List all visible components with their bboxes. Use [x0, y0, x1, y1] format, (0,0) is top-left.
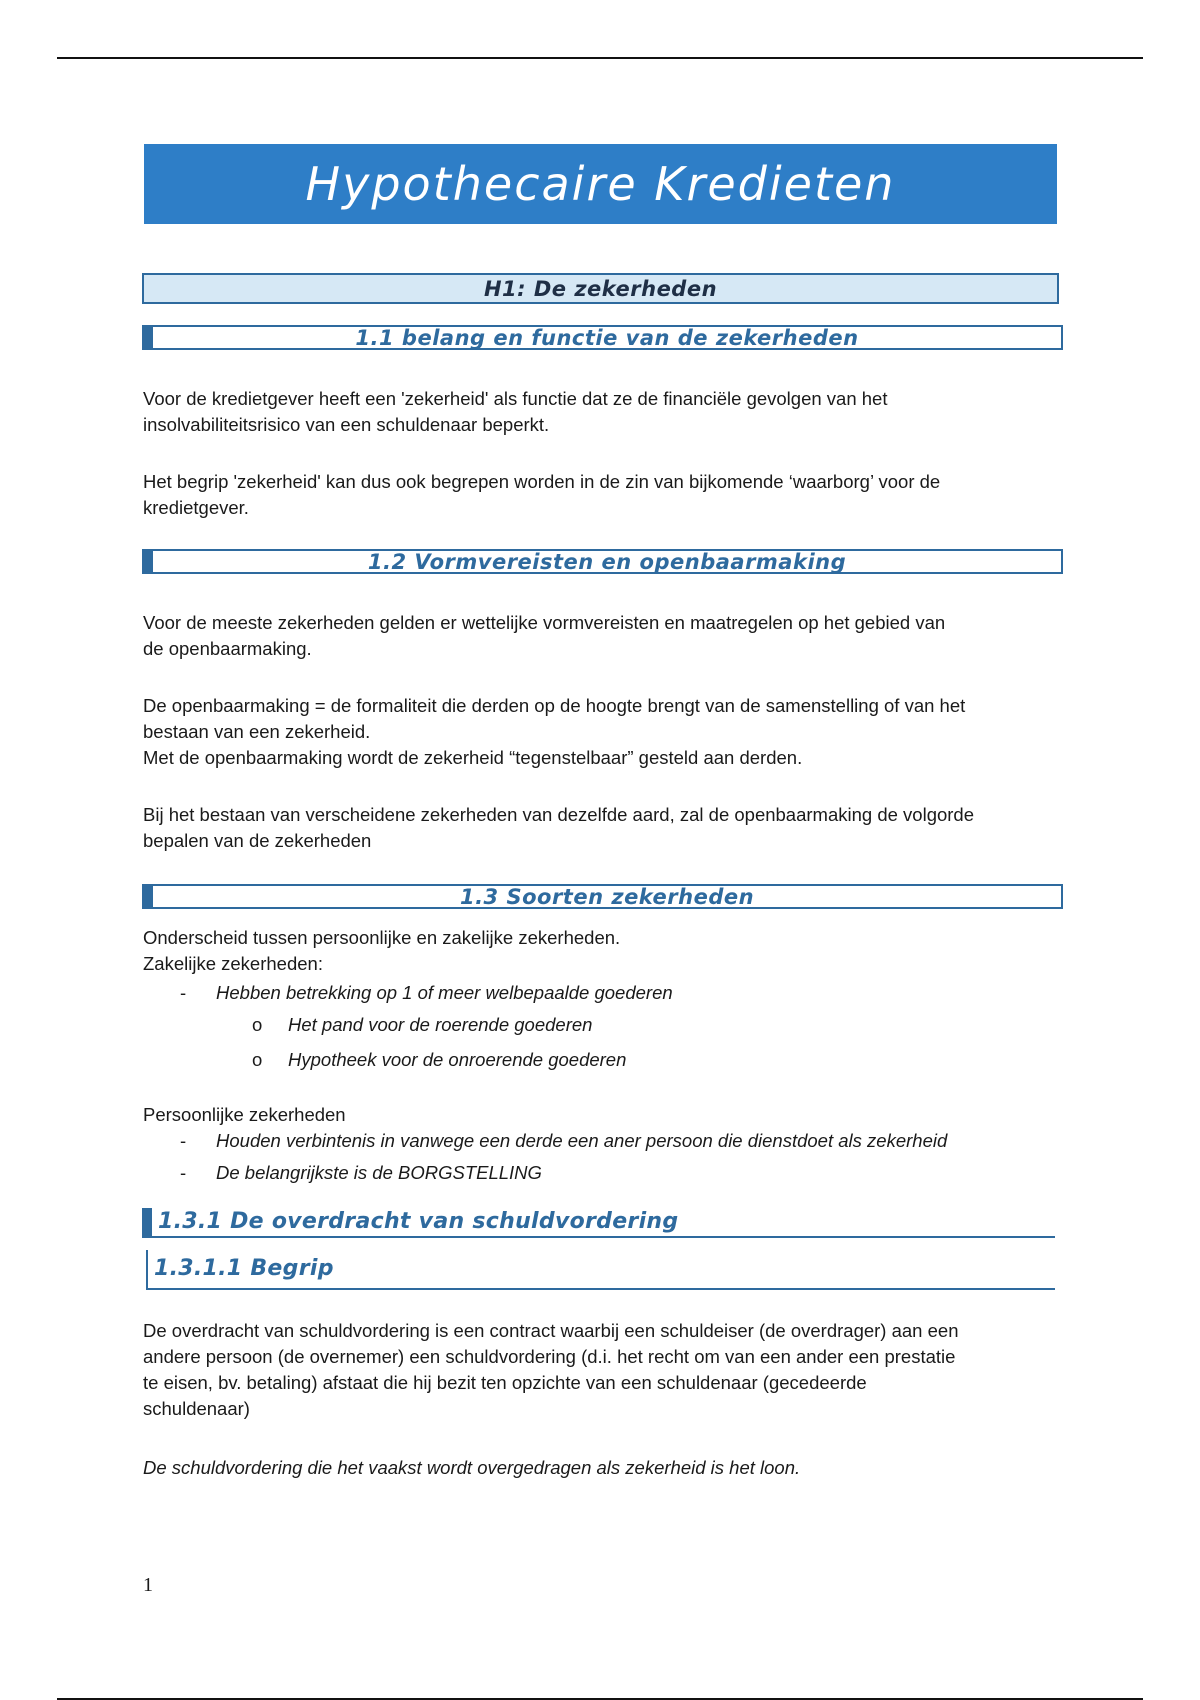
text-line: Het begrip 'zekerheid' kan dus ook begrepen worden in de zin van bijkomende ‘waarborg’ voor de: [143, 471, 941, 492]
paragraph-begrip-b: [143, 1455, 1063, 1481]
text-line: De overdracht van schuldvordering is een contract waarbij een schuldeiser (de overdrager) aan een: [143, 1320, 959, 1341]
paragraph-1-3-intro: [143, 925, 1063, 977]
text-line: De schuldvordering die het vaakst wordt overgedragen als zekerheid is het loon.: [143, 1457, 801, 1478]
text-line: te eisen, bv. betaling) afstaat die hij bezit ten opzichte van een schuldenaar (gecedeerde: [143, 1372, 867, 1393]
section-heading-1-3-1: 1.3.1 De overdracht van schuldvordering: [142, 1208, 1055, 1238]
header-rule: [57, 57, 1143, 59]
chapter-heading: H1: De zekerheden: [142, 273, 1059, 304]
text-line: Voor de kredietgever heeft een 'zekerheid' als functie dat ze de financiële gevolgen van het: [143, 388, 888, 409]
text-line: De openbaarmaking = de formaliteit die derden op de hoogte brengt van de samenstelling of van het: [143, 695, 966, 716]
text-line: de openbaarmaking.: [143, 638, 312, 659]
text-line: kredietgever.: [143, 497, 249, 518]
paragraph-1-2-b: [143, 693, 1063, 771]
paragraph-persoonlijk-label: [143, 1102, 1063, 1128]
text-line: Persoonlijke zekerheden: [143, 1104, 346, 1125]
paragraph-1-1-a: [143, 386, 1063, 438]
paragraph-1-2-a: [143, 610, 1063, 662]
section-heading-1-3-1-1: 1.3.1.1 Begrip: [146, 1250, 1055, 1290]
document-title: Hypothecaire Kredieten: [144, 144, 1057, 224]
dash-bullet-icon: -: [180, 1162, 187, 1183]
text-line: bestaan van een zekerheid.: [143, 721, 371, 742]
page-number: 1: [143, 1574, 153, 1596]
text-line: schuldenaar): [143, 1398, 250, 1419]
text-line: Voor de meeste zekerheden gelden er wettelijke vormvereisten en maatregelen op het gebied van: [143, 612, 946, 633]
text-line: andere persoon (de overnemer) een schuldvordering (d.i. het recht om van een ander een prestatie: [143, 1346, 956, 1367]
section-heading-1-3: 1.3 Soorten zekerheden: [142, 884, 1063, 909]
paragraph-1-2-c: [143, 802, 1063, 854]
text-line: insolvabiliteitsrisico van een schuldenaar beperkt.: [143, 414, 550, 435]
list-item-text: Houden verbintenis in vanwege een derde een aner persoon die dienstdoet als zekerheid: [216, 1130, 948, 1151]
dash-bullet-icon: -: [180, 1130, 187, 1151]
section-heading-1-2: 1.2 Vormvereisten en openbaarmaking: [142, 549, 1063, 574]
list-item-text: Hebben betrekking op 1 of meer welbepaalde goederen: [216, 982, 673, 1003]
text-line: Bij het bestaan van verscheidene zekerheden van dezelfde aard, zal de openbaarmaking de volgorde: [143, 804, 975, 825]
text-line: Onderscheid tussen persoonlijke en zakelijke zekerheden.: [143, 927, 621, 948]
list-item-text: Hypotheek voor de onroerende goederen: [288, 1049, 627, 1070]
text-line: Zakelijke zekerheden:: [143, 953, 323, 974]
text-line: Met de openbaarmaking wordt de zekerheid “tegenstelbaar” gesteld aan derden.: [143, 747, 803, 768]
section-heading-1-1: 1.1 belang en functie van de zekerheden: [142, 325, 1063, 350]
paragraph-begrip-a: [143, 1318, 1063, 1422]
paragraph-1-1-b: [143, 469, 1063, 521]
list-item-text: Het pand voor de roerende goederen: [288, 1014, 593, 1035]
text-line: bepalen van de zekerheden: [143, 830, 372, 851]
dash-bullet-icon: -: [180, 982, 187, 1003]
list-item-text: De belangrijkste is de BORGSTELLING: [216, 1162, 542, 1183]
circle-bullet-icon: o: [252, 1014, 263, 1035]
circle-bullet-icon: o: [252, 1049, 263, 1070]
